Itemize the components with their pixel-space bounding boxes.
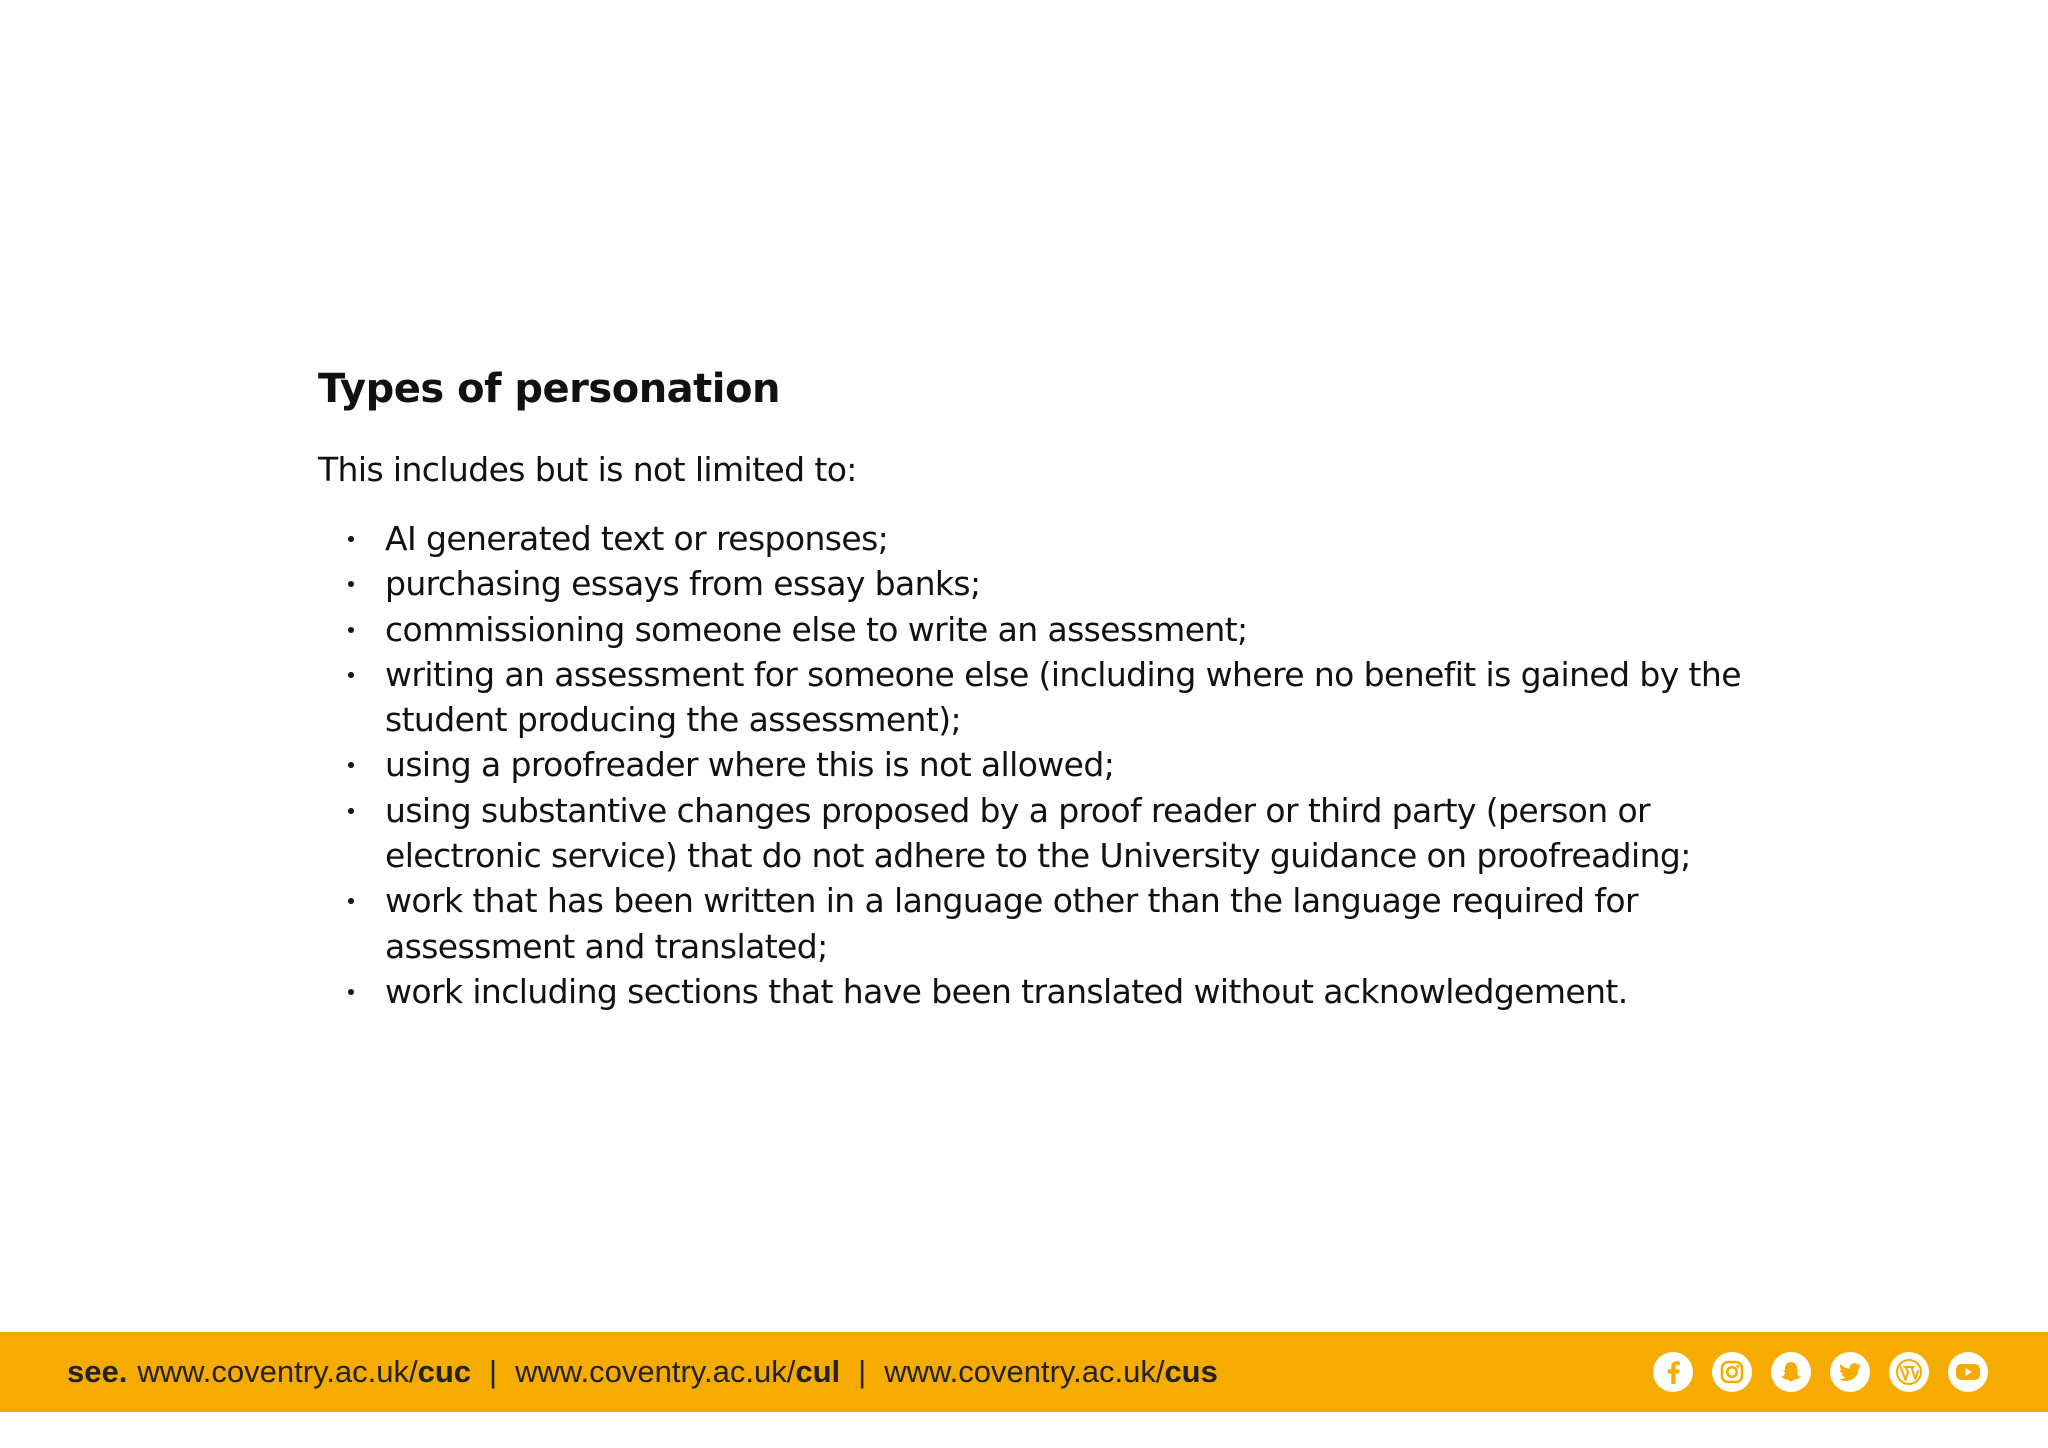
see-label: see. [67, 1354, 128, 1389]
bullet-icon [348, 989, 354, 995]
link-suffix: cus [1164, 1354, 1218, 1389]
facebook-icon[interactable] [1653, 1352, 1693, 1392]
social-icons [1653, 1352, 1988, 1392]
instagram-icon[interactable] [1712, 1352, 1752, 1392]
intro-text: This includes but is not limited to: [318, 450, 857, 489]
slide-content [318, 362, 1778, 1014]
list-item [318, 561, 1778, 606]
bullet-icon [348, 536, 354, 542]
separator: | [489, 1354, 498, 1389]
link-cul[interactable] [515, 1354, 840, 1390]
link-suffix: cuc [417, 1354, 472, 1389]
bullet-text: using a proofreader where this is not allowed; [385, 745, 1115, 785]
bullet-icon [348, 898, 354, 904]
bullet-icon [348, 808, 354, 814]
list-item [318, 652, 1778, 743]
bullet-text: writing an assessment for someone else (including where no benefit is gained by the student producing the assessment); [385, 654, 1741, 740]
bullet-text: purchasing essays from essay banks; [385, 564, 981, 604]
twitter-icon[interactable] [1830, 1352, 1870, 1392]
bullet-icon [348, 581, 354, 587]
list-item [318, 516, 1778, 561]
bullet-text: using substantive changes proposed by a proof reader or third party (person or electronic service) that do not adhere to the University guidance on proofreading; [385, 790, 1691, 876]
list-item [318, 878, 1778, 969]
link-cus[interactable] [884, 1354, 1218, 1390]
bullet-text: AI generated text or responses; [385, 519, 889, 558]
list-item [318, 607, 1778, 652]
separator: | [858, 1354, 867, 1389]
bullet-icon [348, 762, 354, 768]
footer-links [67, 1354, 1218, 1390]
footer-bar [0, 1332, 2048, 1412]
link-prefix: www.coventry.ac.uk/ [137, 1354, 418, 1389]
bullet-icon [348, 672, 354, 678]
youtube-icon[interactable] [1948, 1352, 1988, 1392]
list-item [318, 969, 1778, 1014]
wordpress-icon[interactable] [1889, 1352, 1929, 1392]
bullet-text: work including sections that have been translated without acknowledgement. [385, 971, 1628, 1011]
bullet-list [318, 516, 1778, 1014]
snapchat-icon[interactable] [1771, 1352, 1811, 1392]
link-cuc[interactable] [137, 1354, 471, 1390]
link-prefix: www.coventry.ac.uk/ [884, 1354, 1165, 1389]
list-item [318, 742, 1778, 787]
list-item [318, 788, 1778, 879]
link-prefix: www.coventry.ac.uk/ [515, 1354, 796, 1389]
bullet-text: work that has been written in a language other than the language required for assessment and translated; [385, 881, 1638, 966]
link-suffix: cul [795, 1354, 841, 1389]
slide-title: Types of personation [318, 366, 780, 412]
bullet-text: commissioning someone else to write an assessment; [385, 609, 1248, 649]
bullet-icon [348, 627, 354, 633]
